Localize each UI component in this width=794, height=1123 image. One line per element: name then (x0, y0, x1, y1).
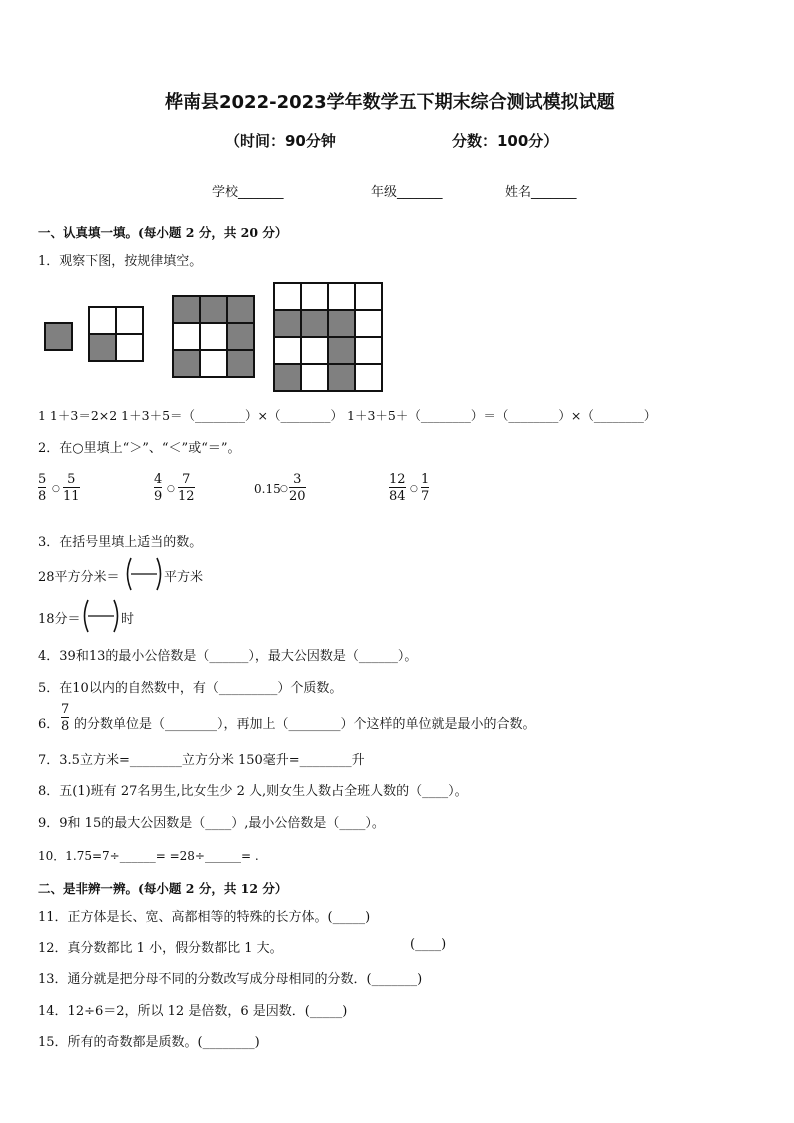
question-10[interactable]: 10．1.75=7÷______= =28÷______= . (38, 849, 259, 863)
question-5[interactable]: 5．在10以内的自然数中，有（_________）个质数。 (38, 681, 343, 696)
compare-circle-1[interactable]: ○ (52, 484, 60, 494)
grid-cell-shaded (227, 323, 254, 350)
question-2: 2．在○里填上“＞”、“＜”或“＝”。 (38, 441, 241, 456)
fraction-b1: 5 11 (63, 472, 80, 504)
grid-cell-shaded (200, 296, 227, 323)
grid-cell (200, 323, 227, 350)
question-12: 12．真分数都比 1 小，假分数都比 1 大。 (38, 941, 283, 956)
fraction-blank-paren-2[interactable] (81, 598, 121, 634)
question-8[interactable]: 8．五(1)班有 27名男生,比女生少 2 人,则女生人数占全班人数的（____）。 (38, 784, 468, 799)
pattern-grid-3 (172, 295, 255, 378)
question-9[interactable]: 9．9和 15的最大公因数是（____）,最小公倍数是（____）。 (38, 816, 385, 831)
section-1-heading: 一、认真填一填。(每小题 2 分，共 20 分） (38, 225, 288, 240)
grid-cell (89, 307, 116, 334)
pattern-grid-4 (273, 282, 383, 392)
grid-cell-shaded (328, 310, 355, 337)
field-school[interactable]: 学校_______ (212, 185, 284, 200)
grid-cell-shaded (227, 350, 254, 377)
fraction-b2: 7 12 (178, 472, 195, 504)
grid-cell (355, 337, 382, 364)
question-14[interactable]: 14．12÷6＝2，所以 12 是倍数，6 是因数．(_____) (38, 1004, 348, 1019)
grid-cell (328, 283, 355, 310)
question-11[interactable]: 11．正方体是长、宽、高都相等的特殊的长方体。(_____) (38, 910, 371, 925)
grid-cell (274, 283, 301, 310)
compare-circle-3[interactable]: ○ (280, 484, 288, 494)
question-3-line-2-prefix: 18分＝ (38, 612, 81, 627)
pattern-grid-2 (88, 306, 144, 362)
question-7[interactable]: 7．3.5立方米=________立方分米 150毫升=________升 (38, 753, 365, 768)
question-4[interactable]: 4．39和13的最小公倍数是（______），最大公因数是（______）。 (38, 649, 418, 664)
grid-cell (116, 334, 143, 361)
grid-cell (200, 350, 227, 377)
fraction-blank-paren-1[interactable] (124, 556, 164, 592)
question-15[interactable]: 15．所有的奇数都是质数。(________) (38, 1035, 260, 1050)
exam-time: （时间：90分钟 (225, 132, 336, 150)
fraction-b4: 1 7 (421, 472, 430, 504)
question-3-line-2-suffix: 时 (121, 612, 135, 627)
grid-cell-shaded (301, 310, 328, 337)
pattern-grid-1 (44, 322, 73, 351)
question-6-prefix: 6． (38, 717, 60, 732)
grid-cell (355, 364, 382, 391)
grid-cell (301, 283, 328, 310)
fraction-b3: 3 20 (289, 472, 306, 504)
exam-title: 桦南县2022-2023学年数学五下期末综合测试模拟试题 (165, 92, 615, 113)
grid-cell-shaded (89, 334, 116, 361)
question-1: 1．观察下图，按规律填空。 (38, 254, 203, 269)
question-12-answer-blank[interactable]: (____) (410, 937, 447, 952)
grid-cell-shaded (328, 364, 355, 391)
exam-score: 分数：100分） (452, 132, 559, 150)
grid-cell-shaded (274, 310, 301, 337)
grid-cell-shaded (45, 323, 72, 350)
field-grade[interactable]: 年级_______ (371, 185, 443, 200)
grid-cell (355, 283, 382, 310)
grid-cell (301, 337, 328, 364)
grid-cell (301, 364, 328, 391)
fraction-q6: 7 8 (61, 702, 70, 734)
grid-cell-shaded (227, 296, 254, 323)
fraction-a4: 12 84 (389, 472, 406, 504)
question-3-line-1-suffix: 平方米 (164, 570, 204, 585)
fraction-a2: 4 9 (154, 472, 163, 504)
grid-cell-shaded (173, 296, 200, 323)
question-3: 3．在括号里填上适当的数。 (38, 535, 203, 550)
grid-cell (173, 323, 200, 350)
field-name[interactable]: 姓名_______ (505, 185, 577, 200)
grid-cell-shaded (328, 337, 355, 364)
grid-cell (274, 337, 301, 364)
grid-cell-shaded (173, 350, 200, 377)
decimal-a3: 0.15 (254, 482, 281, 496)
question-6[interactable]: 的分数单位是（________），再加上（________）个这样的单位就是最小的合数。 (74, 717, 536, 732)
compare-circle-4[interactable]: ○ (410, 484, 418, 494)
question-1-pattern-line[interactable]: 1 1＋3＝2×2 1＋3＋5＝（________）×（________） 1＋3＋5＋（________）＝（________）×（________） (38, 408, 657, 423)
section-2-heading: 二、是非辨一辨。(每小题 2 分，共 12 分） (38, 881, 288, 896)
question-13[interactable]: 13．通分就是把分母不同的分数改写成分母相同的分数．(_______) (38, 972, 423, 987)
fraction-a1: 5 8 (38, 472, 47, 504)
grid-cell-shaded (274, 364, 301, 391)
grid-cell (116, 307, 143, 334)
compare-circle-2[interactable]: ○ (167, 484, 175, 494)
question-3-line-1-prefix: 28平方分米＝ (38, 570, 120, 585)
grid-cell (355, 310, 382, 337)
